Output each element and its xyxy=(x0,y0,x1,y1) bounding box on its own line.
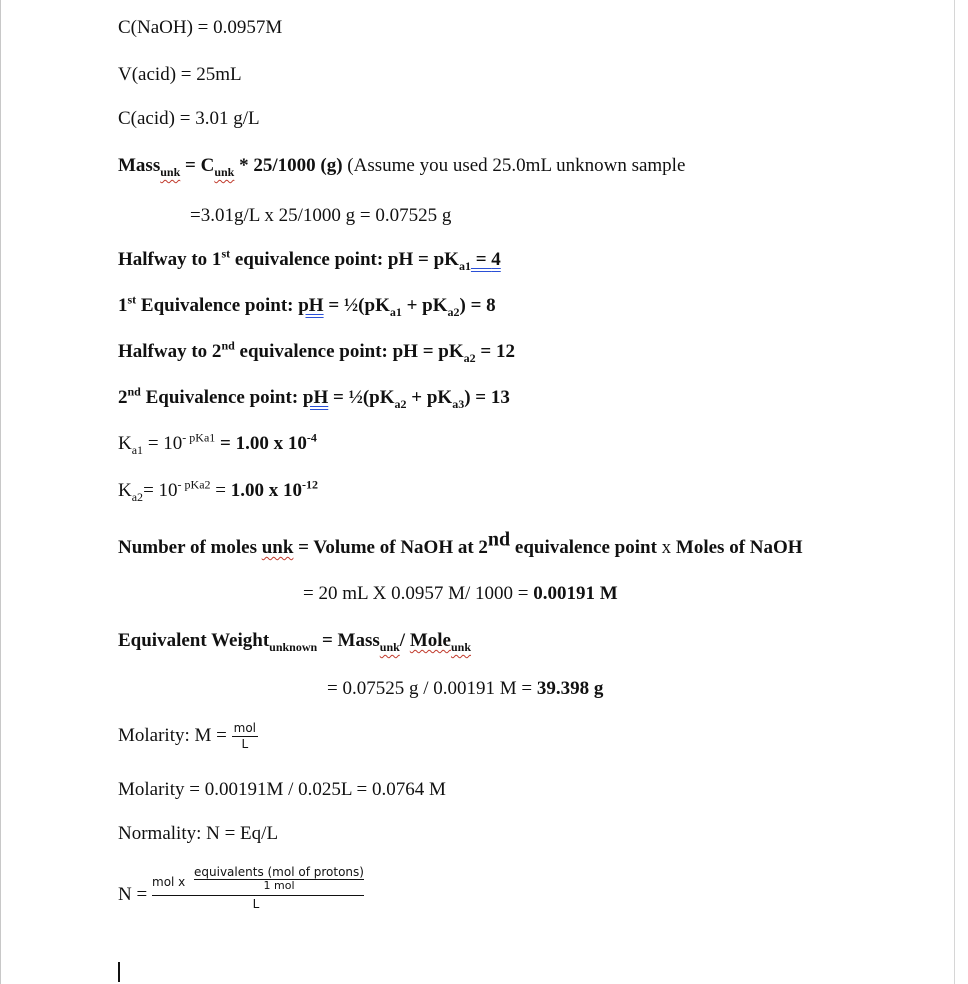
ka2-line xyxy=(118,477,318,504)
l6-sub: a1 xyxy=(458,258,471,273)
unk-subscript: unk xyxy=(160,164,181,179)
second-equivalence-line xyxy=(118,384,510,411)
l12-text-c: equivalence point xyxy=(510,537,662,558)
l10-sup: - pKa1 xyxy=(182,430,216,445)
l8-text-b: equivalence point: pH = pK xyxy=(234,341,464,362)
l9-sub1: a2 xyxy=(394,396,407,411)
l11-sup: - pKa2 xyxy=(177,477,211,492)
l14-text-a: Equivalent Weight xyxy=(118,630,270,651)
l14-mole: Mole xyxy=(409,630,451,651)
l11-exp: -12 xyxy=(302,477,318,492)
l14-text-b: = Mass xyxy=(317,630,380,651)
moles-unknown-line xyxy=(118,528,803,559)
l19-mol: mol x xyxy=(152,875,186,889)
l10-exp: -4 xyxy=(306,430,317,445)
l15-result: 39.398 g xyxy=(536,678,604,699)
l9-text-e: ) = 13 xyxy=(464,387,510,408)
l6-text-a: Halfway to 1 xyxy=(118,249,222,270)
normality-equation-label: N = xyxy=(118,884,148,905)
l9-sub2: a3 xyxy=(452,396,465,411)
l9-ph: pH xyxy=(302,387,329,408)
page-edge-right xyxy=(954,0,955,984)
l11-eq: = 10 xyxy=(143,480,178,501)
l6-value: 4 xyxy=(491,249,501,270)
naoh-concentration-line: C(NaOH) = 0.0957M xyxy=(118,17,283,38)
normality-fraction xyxy=(152,866,364,912)
text-cursor[interactable] xyxy=(118,962,120,982)
mol-per-liter-fraction xyxy=(232,721,258,752)
l15-text: = 0.07525 g / 0.00191 M = xyxy=(327,678,537,699)
l16-text: Molarity: M = xyxy=(118,725,232,746)
l10-eq: = 10 xyxy=(143,433,183,454)
mass-label: Mass xyxy=(118,155,161,176)
l6-sup: st xyxy=(221,246,231,261)
equivalents-fraction xyxy=(194,866,364,892)
l7-text-c: = ½(pK xyxy=(323,295,390,316)
ka1-line xyxy=(118,430,317,457)
l14-sub2: unk xyxy=(379,639,400,654)
l7-sup: st xyxy=(127,292,137,307)
normality-numerator xyxy=(152,866,364,896)
l16-denominator: L xyxy=(241,737,249,752)
l10-sub: a1 xyxy=(131,442,144,457)
l7-text-a: 1 xyxy=(118,295,128,316)
l14-sub3: unk xyxy=(450,639,472,654)
l19-denominator: L xyxy=(252,897,260,911)
l11-eq2: = xyxy=(210,480,231,501)
l8-sup: nd xyxy=(221,338,235,353)
l6-text-c: = xyxy=(470,249,492,270)
l11-value: 1.00 x 10 xyxy=(230,480,302,501)
l7-text-d: + pK xyxy=(401,295,448,316)
l19-equivalents: equivalents (mol of protons) xyxy=(194,865,364,879)
molarity-definition-line xyxy=(118,720,258,752)
page-edge-left xyxy=(0,0,1,984)
l9-text-d: + pK xyxy=(406,387,453,408)
l6-text-b: equivalence point: pH = pK xyxy=(230,249,459,270)
l13-result: 0.00191 M xyxy=(533,583,618,604)
moles-calculation-line xyxy=(303,583,618,605)
l10-value: = 1.00 x 10 xyxy=(215,433,307,454)
halfway-first-equivalence-line xyxy=(118,246,501,273)
mass-unknown-line xyxy=(118,155,685,177)
l8-text-a: Halfway to 2 xyxy=(118,341,222,362)
mass-rest: * 25/1000 (g) xyxy=(234,155,343,176)
l7-sub1: a1 xyxy=(389,304,402,319)
molarity-calculation-line: Molarity = 0.00191M / 0.025L = 0.0764 M xyxy=(118,779,446,800)
normality-definition-line: Normality: N = Eq/L xyxy=(118,823,279,844)
mass-eq: = C xyxy=(180,155,215,176)
l10-k: K xyxy=(118,433,132,454)
l14-text-c: / xyxy=(399,630,410,651)
l12-text-a: Number of moles xyxy=(118,537,262,558)
acid-volume-line: V(acid) = 25mL xyxy=(118,64,242,85)
l13-text: = 20 mL X 0.0957 M/ 1000 = xyxy=(303,583,534,604)
l19-one-mol: 1 mol xyxy=(263,879,295,892)
l9-text-a: 2 xyxy=(118,387,128,408)
unk-subscript-2: unk xyxy=(214,164,235,179)
mass-calculation-line: =3.01g/L x 25/1000 g = 0.07525 g xyxy=(190,205,452,226)
equivalent-weight-line xyxy=(118,630,471,652)
l11-k: K xyxy=(118,480,132,501)
l11-sub: a2 xyxy=(131,489,144,504)
l12-x: x xyxy=(661,537,672,558)
l12-unk: unk xyxy=(261,537,294,558)
mass-note: (Assume you used 25.0mL unknown sample xyxy=(342,155,686,176)
l9-sup: nd xyxy=(127,384,141,399)
l14-sub: unknown xyxy=(269,639,318,654)
acid-concentration-line: C(acid) = 3.01 g/L xyxy=(118,108,260,129)
l9-text-b: Equivalence point: xyxy=(140,387,303,408)
l7-ph: pH xyxy=(298,295,324,316)
l12-sup: nd xyxy=(487,528,511,551)
equivalent-weight-calculation-line xyxy=(327,678,603,700)
l7-text-b: Equivalence point: xyxy=(136,295,299,316)
l8-text-c: = 12 xyxy=(475,341,515,362)
l7-text-e: ) = 8 xyxy=(459,295,496,316)
l7-sub2: a2 xyxy=(447,304,460,319)
l12-text-b: = Volume of NaOH at 2 xyxy=(293,537,488,558)
halfway-second-equivalence-line xyxy=(118,338,515,365)
l16-numerator: mol xyxy=(233,721,257,736)
l12-text-d: Moles of NaOH xyxy=(671,537,803,558)
first-equivalence-line xyxy=(118,292,496,319)
l9-text-c: = ½(pK xyxy=(328,387,395,408)
l8-sub: a2 xyxy=(463,350,476,365)
